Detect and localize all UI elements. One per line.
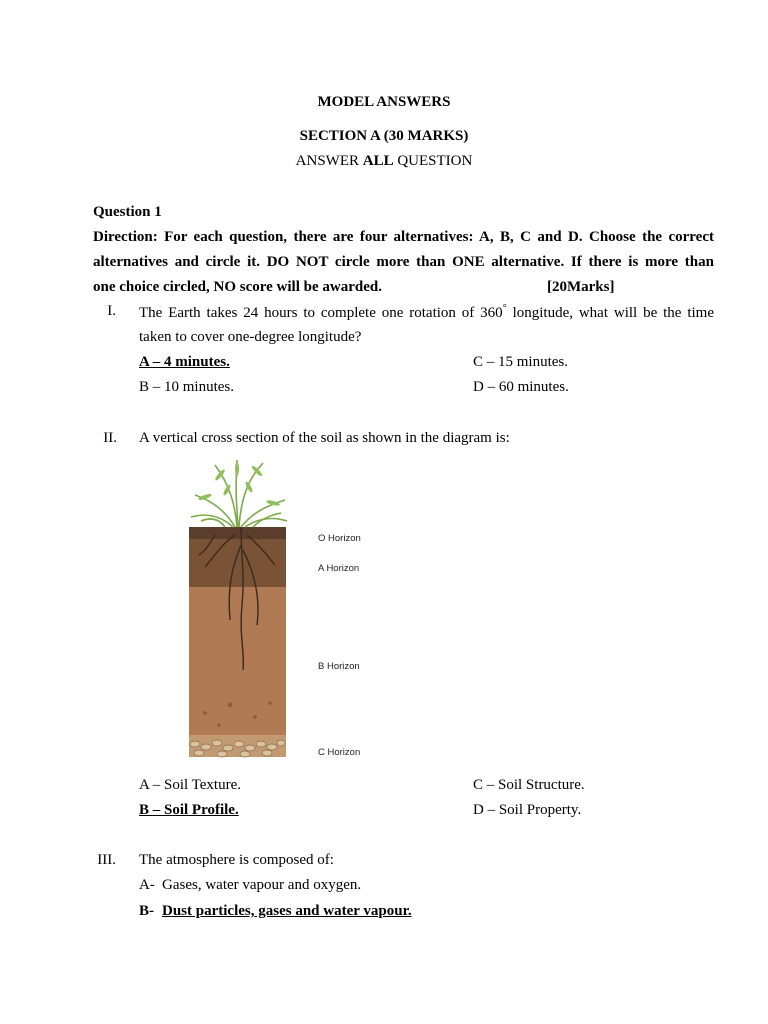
soil-profile-diagram xyxy=(175,455,390,765)
item-i-option-b: B – 10 minutes. xyxy=(139,379,235,395)
item-i-stem-part-1: The Earth takes 24 hours to complete one rotation of 360 xyxy=(139,305,503,321)
marks-label: [20Marks] xyxy=(547,279,615,295)
instruction-line xyxy=(0,153,768,170)
item-iii-option-a: Gases, water vapour and oxygen. xyxy=(162,877,362,893)
item-ii-option-b: B – Soil Profile. xyxy=(139,802,239,818)
instruction-prefix: ANSWER xyxy=(295,153,363,169)
section-heading: SECTION A (30 MARKS) xyxy=(299,128,469,144)
item-i-option-c: C – 15 minutes. xyxy=(473,354,569,370)
item-iii-option-b-text: Dust particles, gases and water vapour xyxy=(162,903,408,919)
instruction-emphasis: ALL xyxy=(362,153,394,169)
question-heading: Question 1 xyxy=(93,204,162,220)
label-b-horizon: B Horizon xyxy=(318,661,360,672)
item-i-stem-line-1 xyxy=(139,303,714,322)
o-horizon-layer xyxy=(189,527,286,539)
item-numeral-ii: II. xyxy=(103,430,117,446)
direction-line-1: Direction: For each question, there are four alternatives: A, B, C and D. Choose the correct xyxy=(93,229,714,245)
item-i-stem-line-2: taken to cover one-degree longitude? xyxy=(139,329,362,345)
label-o-horizon: O Horizon xyxy=(318,533,361,544)
instruction-suffix: QUESTION xyxy=(393,153,473,169)
direction-line-3: one choice circled, NO score will be awarded. xyxy=(93,279,382,295)
degree-symbol: ° xyxy=(502,303,507,314)
item-numeral-iii: III. xyxy=(97,852,116,868)
b-horizon-layer xyxy=(189,587,286,740)
item-i-stem-part-2: longitude, what will be the time xyxy=(506,305,714,321)
item-iii-option-b xyxy=(162,903,412,920)
a-horizon-layer xyxy=(189,539,286,587)
item-i-option-d: D – 60 minutes. xyxy=(473,379,569,395)
item-i-option-a: A – 4 minutes. xyxy=(139,354,230,370)
item-ii-option-a: A – Soil Texture. xyxy=(139,777,242,793)
document-title: MODEL ANSWERS xyxy=(317,94,451,110)
item-ii-option-c: C – Soil Structure. xyxy=(473,777,585,793)
item-ii-stem: A vertical cross section of the soil as shown in the diagram is: xyxy=(139,430,510,446)
item-ii-option-d: D – Soil Property. xyxy=(473,802,582,818)
item-numeral-i: I. xyxy=(107,303,116,319)
label-a-horizon: A Horizon xyxy=(318,563,360,574)
grass-plant xyxy=(191,460,287,527)
item-iii-option-a-letter: A- xyxy=(139,877,155,893)
item-iii-option-b-letter: B- xyxy=(139,903,154,919)
direction-line-2: alternatives and circle it. DO NOT circle more than ONE alternative. If there is more than xyxy=(93,254,714,270)
grass-leaves xyxy=(198,462,281,507)
item-iii-option-b-period: . xyxy=(407,903,412,919)
item-iii-stem: The atmosphere is composed of: xyxy=(139,852,334,868)
label-c-horizon: C Horizon xyxy=(318,747,361,758)
